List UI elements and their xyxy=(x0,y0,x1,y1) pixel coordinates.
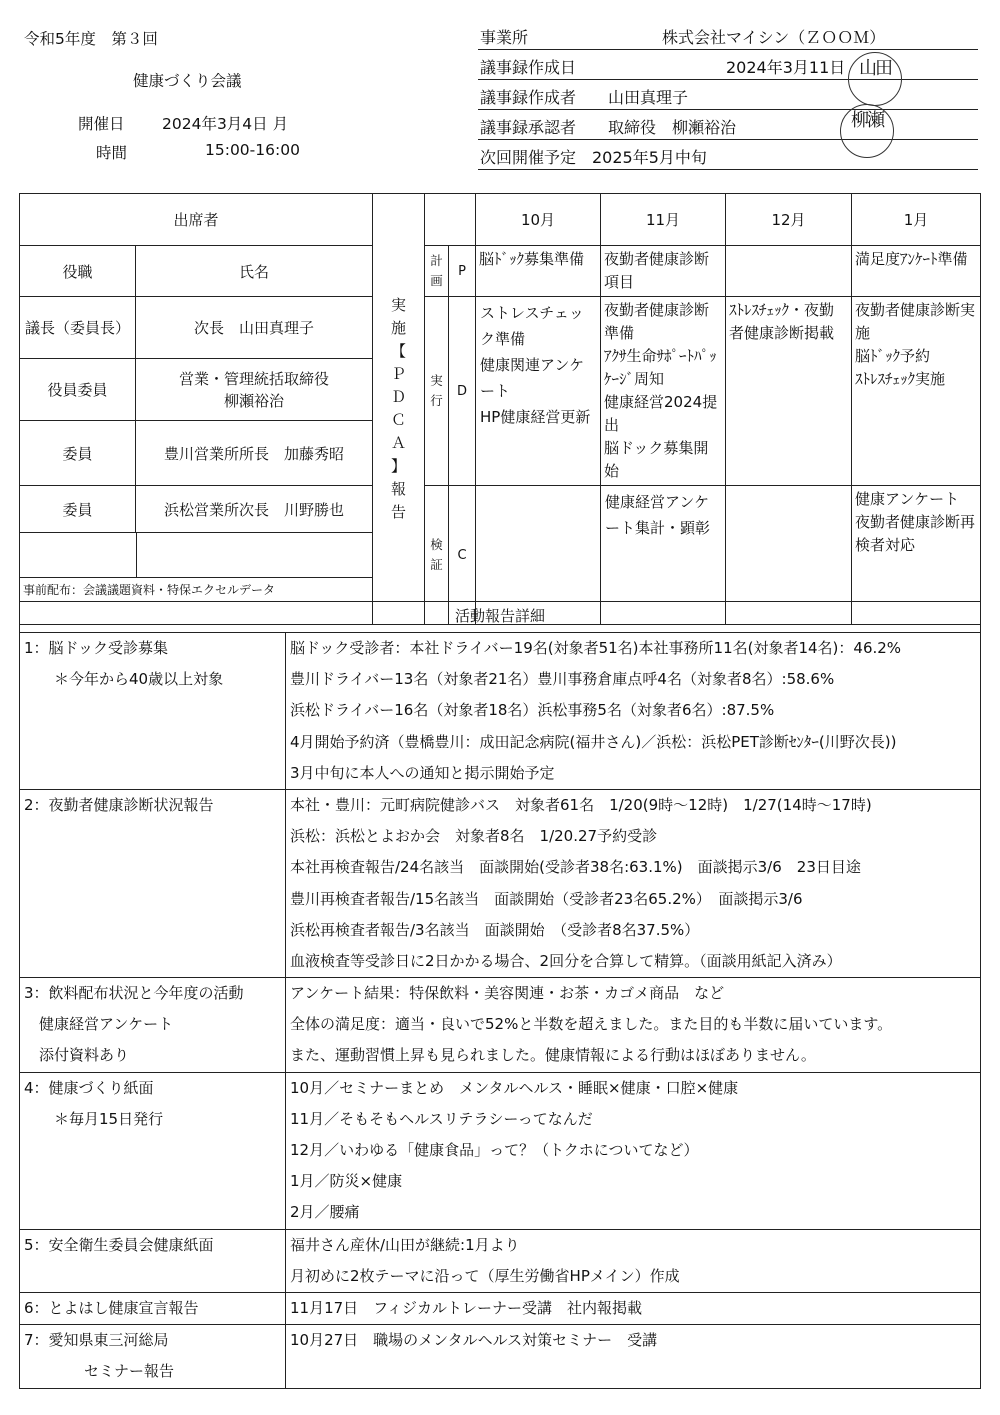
pdca-side-label xyxy=(373,194,425,625)
activity-detail-line: 11月17日 フィジカルトレーナー受講 社内報掲載 xyxy=(290,1298,642,1317)
activity-row xyxy=(20,978,981,1073)
plan-label: 計 画 xyxy=(425,246,449,297)
activity-topic xyxy=(20,1229,286,1292)
plan-cell: 夜勤者健康診断項目 xyxy=(601,246,726,297)
activity-topic xyxy=(20,978,286,1073)
activity-topic-line: 2：夜勤者健康診断状況報告 xyxy=(24,795,214,814)
activity-row xyxy=(20,1325,981,1388)
year-session: 令和5年度 第３回 xyxy=(24,30,158,48)
attendee-name: 豊川営業所所長 加藤秀昭 xyxy=(136,421,373,486)
activity-detail-line: 浜松再検査者報告/3名該当 面談開始 （受診者8名37.5%） xyxy=(290,920,700,939)
activity-row xyxy=(20,1229,981,1292)
col-role-header: 役職 xyxy=(20,246,136,297)
attendee-name xyxy=(137,533,372,577)
meta-created: 議事録作成日 2024年3月11日 xyxy=(478,50,978,80)
activity-detail-line: 浜松ドライバー16名（対象者18名）浜松事務5名（対象者6名）:87.5% xyxy=(290,701,775,720)
activity-details xyxy=(286,1229,981,1292)
activity-detail-line: 4月開始予約済（豊橋豊川：成田記念病院(福井さん)／浜松：浜松PET診断ｾﾝﾀｰ(川野次長)) xyxy=(290,732,897,751)
activity-detail-line: 2月／腰痛 xyxy=(290,1203,360,1222)
attendee-role: 委員 xyxy=(20,421,136,486)
plan-cell: 満足度ｱﾝｹｰﾄ準備 xyxy=(852,246,981,297)
attendee-blank-row xyxy=(20,533,372,578)
meta-author: 議事録作成者 山田真理子 xyxy=(478,80,978,110)
activity-detail-line: 11月／そもそもヘルスリテラシーってなんだ xyxy=(290,1109,593,1128)
month-header: 12月 xyxy=(726,194,852,246)
do-cell: ストレスチェック準備 健康関連アンケート HP健康経営更新 xyxy=(476,297,601,486)
pre-distribution-note: 事前配布：会議議題資料・特保エクセルデータ xyxy=(23,583,276,597)
plan-cell: 脳ﾄﾞｯｸ募集準備 xyxy=(476,246,601,297)
check-cell: 健康アンケート 夜勤者健康診断再検者対応 xyxy=(852,486,981,625)
activity-detail-line: 血液検査等受診日に2日かかる場合、2回分を合算して精算。（面談用紙記入済み） xyxy=(290,951,842,970)
activity-topic-line: 6：とよはし健康宣言報告 xyxy=(24,1298,199,1317)
activity-detail-line: 福井さん産休/山田が継続:1月より xyxy=(290,1235,520,1254)
attendee-name: 浜松営業所次長 川野勝也 xyxy=(136,486,373,533)
month-header: 1月 xyxy=(852,194,981,246)
meeting-title: 健康づくり会議 xyxy=(133,72,242,90)
meta-office: 事業所 株式会社マイシン（ＺＯＯＭ） xyxy=(478,20,978,50)
col-name-header: 氏名 xyxy=(136,246,373,297)
activity-row xyxy=(20,1292,981,1324)
check-label: 検 証 xyxy=(425,486,449,625)
plan-cell xyxy=(726,246,852,297)
time-value: 15:00-16:00 xyxy=(205,141,300,159)
attendees-heading: 出席者 xyxy=(20,194,373,246)
pdca-side-text: 実 施 【 Ｐ Ｄ Ｃ Ａ 】 報 告 xyxy=(391,296,407,521)
activity-topic xyxy=(20,633,286,790)
pdca-corner xyxy=(425,194,476,246)
attendee-role xyxy=(20,533,137,577)
activity-topic-line: 7：愛知県東三河総局 xyxy=(24,1331,169,1350)
attendee-role: 役員委員 xyxy=(20,359,136,421)
activity-topic-line: セミナー報告 xyxy=(24,1362,175,1381)
activity-topic-line: 健康経営アンケート xyxy=(24,1015,174,1034)
activity-report-table xyxy=(19,601,981,1389)
activity-topic xyxy=(20,1325,286,1388)
activity-details xyxy=(286,1325,981,1388)
activity-topic-line: 1：脳ドック受診募集 xyxy=(24,639,168,657)
plan-letter: P xyxy=(449,246,476,297)
do-letter: D xyxy=(449,297,476,486)
activity-detail-line: 浜松：浜松とよおか会 対象者8名 1/20.27予約受診 xyxy=(290,827,658,846)
activity-topic-line: ＊毎月15日発行 xyxy=(24,1109,164,1128)
activity-detail-line: 全体の満足度：適当・良いで52%と半数を超えました。また目的も半数に届いています。 xyxy=(290,1015,893,1034)
do-cell: 夜勤者健康診断実施 脳ﾄﾞｯｸ予約 ｽﾄﾚｽﾁｪｯｸ実施 xyxy=(852,297,981,486)
activity-detail-line: 脳ドック受診者：本社ドライバー19名(対象者51名)本社事務所11名(対象者14名)：46.2% xyxy=(290,639,902,657)
activity-detail-line: また、運動習慣上昇も見られました。健康情報による行動はほぼありません。 xyxy=(290,1046,816,1065)
do-cell: ｽﾄﾚｽﾁｪｯｸ・夜勤者健康診断掲載 xyxy=(726,297,852,486)
check-letter: C xyxy=(449,486,476,625)
activity-topic xyxy=(20,1292,286,1324)
activity-details xyxy=(286,789,981,977)
attendee-name: 次長 山田真理子 xyxy=(136,297,373,359)
seal-stamp-yanase: 柳瀬 xyxy=(840,104,894,158)
month-header: 11月 xyxy=(601,194,726,246)
activity-details xyxy=(286,1292,981,1324)
activity-details xyxy=(286,978,981,1073)
attendee-role: 委員 xyxy=(20,486,136,533)
do-label: 実 行 xyxy=(425,297,449,486)
month-header: 10月 xyxy=(476,194,601,246)
activity-row xyxy=(20,1072,981,1229)
meta-approver: 議事録承認者 取締役 柳瀬裕治 xyxy=(478,110,978,140)
activity-topic-line: 5：安全衛生委員会健康紙面 xyxy=(24,1235,214,1254)
activity-topic-line: 添付資料あり xyxy=(24,1046,130,1065)
meeting-meta xyxy=(478,20,978,170)
time-label: 時間 xyxy=(96,144,128,162)
activity-row xyxy=(20,633,981,790)
activity-topic-line: 4：健康づくり紙面 xyxy=(24,1078,154,1097)
activity-detail-line: 12月／いわゆる「健康食品」って？（トクホについてなど） xyxy=(290,1141,699,1159)
activity-topic xyxy=(20,789,286,977)
activity-detail-line: 豊川再検査者報告/15名該当 面談開始（受診者23名65.2%） 面談掲示3/6 xyxy=(290,889,803,908)
activity-topic-line: ＊今年から40歳以上対象 xyxy=(24,670,224,689)
activity-detail-line: アンケート結果：特保飲料・美容関連・お茶・カゴメ商品 など xyxy=(290,984,725,1003)
activity-detail-line: 10月／セミナーまとめ メンタルヘルス・睡眠×健康・口腔×健康 xyxy=(290,1078,739,1097)
meta-next: 次回開催予定 2025年5月中旬 xyxy=(478,140,978,170)
activity-detail-line: 本社・豊川：元町病院健診バス 対象者61名 1/20(9時～12時) 1/27(14時～17時) xyxy=(290,795,872,814)
activity-items xyxy=(20,633,981,1389)
activity-heading: 活動報告詳細 xyxy=(20,602,981,633)
seal-stamp-yamada: 山田 xyxy=(848,52,902,106)
check-cell: 健康経営アンケート集計・顕彰 xyxy=(601,486,726,625)
activity-detail-line: 本社再検査報告/24名該当 面談開始(受診者38名:63.1%) 面談掲示3/6 23日目途 xyxy=(290,858,861,877)
attendance-pdca-table xyxy=(19,193,981,625)
activity-detail-line: 10月27日 職場のメンタルヘルス対策セミナー 受講 xyxy=(290,1331,658,1350)
activity-detail-line: 豊川ドライバー13名（対象者21名）豊川事務倉庫点呼4名（対象者8名）:58.6% xyxy=(290,670,835,689)
activity-topic xyxy=(20,1072,286,1229)
date-value: 2024年3月4日 月 xyxy=(162,115,289,133)
do-cell: 夜勤者健康診断準備 ｱｸｻ生命ｻﾎﾟｰﾄﾊﾟｯｹｰｼﾞ周知 健康経営2024提出 脳ドック募集開始 xyxy=(601,297,726,486)
date-label: 開催日 xyxy=(78,115,125,133)
activity-row xyxy=(20,789,981,977)
attendee-name: 営業・管理統括取締役 柳瀬裕治 xyxy=(136,359,373,421)
activity-details xyxy=(286,1072,981,1229)
activity-details xyxy=(286,633,981,790)
activity-topic-line: 3：飲料配布状況と今年度の活動 xyxy=(24,984,244,1003)
attendee-role: 議長（委員長） xyxy=(20,297,136,359)
activity-detail-line: 1月／防災×健康 xyxy=(290,1172,403,1191)
activity-detail-line: 月初めに2枚テーマに沿って（厚生労働省HPメイン）作成 xyxy=(290,1266,680,1285)
activity-detail-line: 3月中旬に本人への通知と掲示開始予定 xyxy=(290,763,555,782)
